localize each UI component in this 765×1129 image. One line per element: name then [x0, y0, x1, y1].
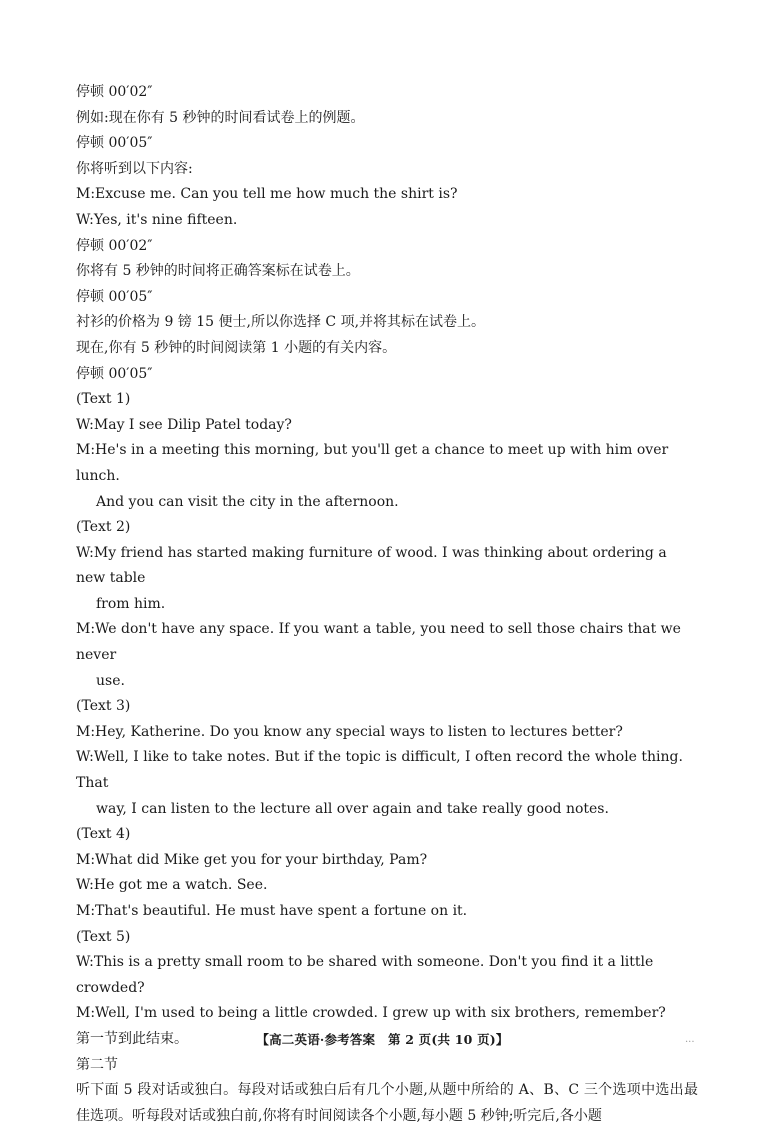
section-end: 第一节到此结束。: [76, 1030, 188, 1047]
dialogue-continuation: from him.: [96, 595, 166, 612]
section-heading: 第二节: [76, 1056, 118, 1073]
dialogue-line: W:He got me a watch. See.: [76, 877, 268, 894]
dialogue-line: W:Well, I like to take notes. But if the topic is difficult, I often record the whole thing. That: [76, 749, 688, 792]
instruction-paragraph: 听下面 5 段对话或独白。每段对话或独白后有几个小题,从题中所给的 A、B、C 三个选项中选出最佳选项。听每段对话或独白前,你将有时间阅读各个小题,每小题 5 秒钟;听完后,各小题: [76, 1082, 698, 1124]
example-instruction: 例如:现在你有 5 秒钟的时间看试卷上的例题。: [76, 109, 365, 126]
page-footer: 【高二英语·参考答案 第 2 页(共 10 页)】: [256, 1032, 509, 1047]
pause-line: 停顿 00′02″: [76, 84, 153, 100]
pause-line: 停顿 00′05″: [76, 365, 153, 382]
dialogue-line: M:Well, I'm used to being a little crowded. I grew up with six brothers, remember?: [76, 1005, 666, 1022]
text-heading: (Text 1): [76, 391, 131, 408]
dialogue-line: M:He's in a meeting this morning, but you'll get a chance to meet up with him over lunch.: [76, 442, 673, 484]
text-heading: (Text 5): [76, 928, 131, 945]
dialogue-line: M:We don't have any space. If you want a table, you need to sell those chairs that we never: [76, 621, 686, 664]
dialogue-line: W:This is a pretty small room to be shared with someone. Don't you find it a little crowded?: [76, 954, 658, 996]
example-intro: 你将听到以下内容:: [76, 160, 193, 177]
dialogue-line: M:Excuse me. Can you tell me how much the shirt is?: [76, 186, 458, 203]
pause-line: 停顿 00′05″: [76, 288, 153, 305]
dialogue-line: W:My friend has started making furniture of wood. I was thinking about ordering a new table: [76, 544, 672, 587]
text-heading: (Text 4): [76, 826, 131, 843]
dialogue-line: W:Yes, it's nine fifteen.: [76, 211, 238, 228]
instruction-line: 你将有 5 秒钟的时间将正确答案标在试卷上。: [76, 263, 360, 280]
pause-line: 停顿 00′02″: [76, 237, 153, 254]
dialogue-continuation: way, I can listen to the lecture all over again and take really good notes.: [96, 800, 609, 817]
instruction-line: 现在,你有 5 秒钟的时间阅读第 1 小题的有关内容。: [76, 339, 397, 356]
example-answer: 衬衫的价格为 9 镑 15 便士,所以你选择 C 项,并将其标在试卷上。: [76, 314, 486, 331]
footer-mark: ...: [685, 1034, 695, 1045]
text-heading: (Text 3): [76, 698, 131, 715]
dialogue-line: W:May I see Dilip Patel today?: [76, 416, 292, 433]
dialogue-continuation: use.: [96, 672, 125, 689]
dialogue-continuation: And you can visit the city in the afternoon.: [96, 493, 399, 510]
text-heading: (Text 2): [76, 519, 131, 536]
page-content: [76, 80, 698, 1129]
pause-line: 停顿 00′05″: [76, 135, 153, 152]
dialogue-line: M:What did Mike get you for your birthday, Pam?: [76, 851, 428, 868]
dialogue-line: M:Hey, Katherine. Do you know any special ways to listen to lectures better?: [76, 723, 623, 740]
dialogue-line: M:That's beautiful. He must have spent a fortune on it.: [76, 903, 468, 919]
